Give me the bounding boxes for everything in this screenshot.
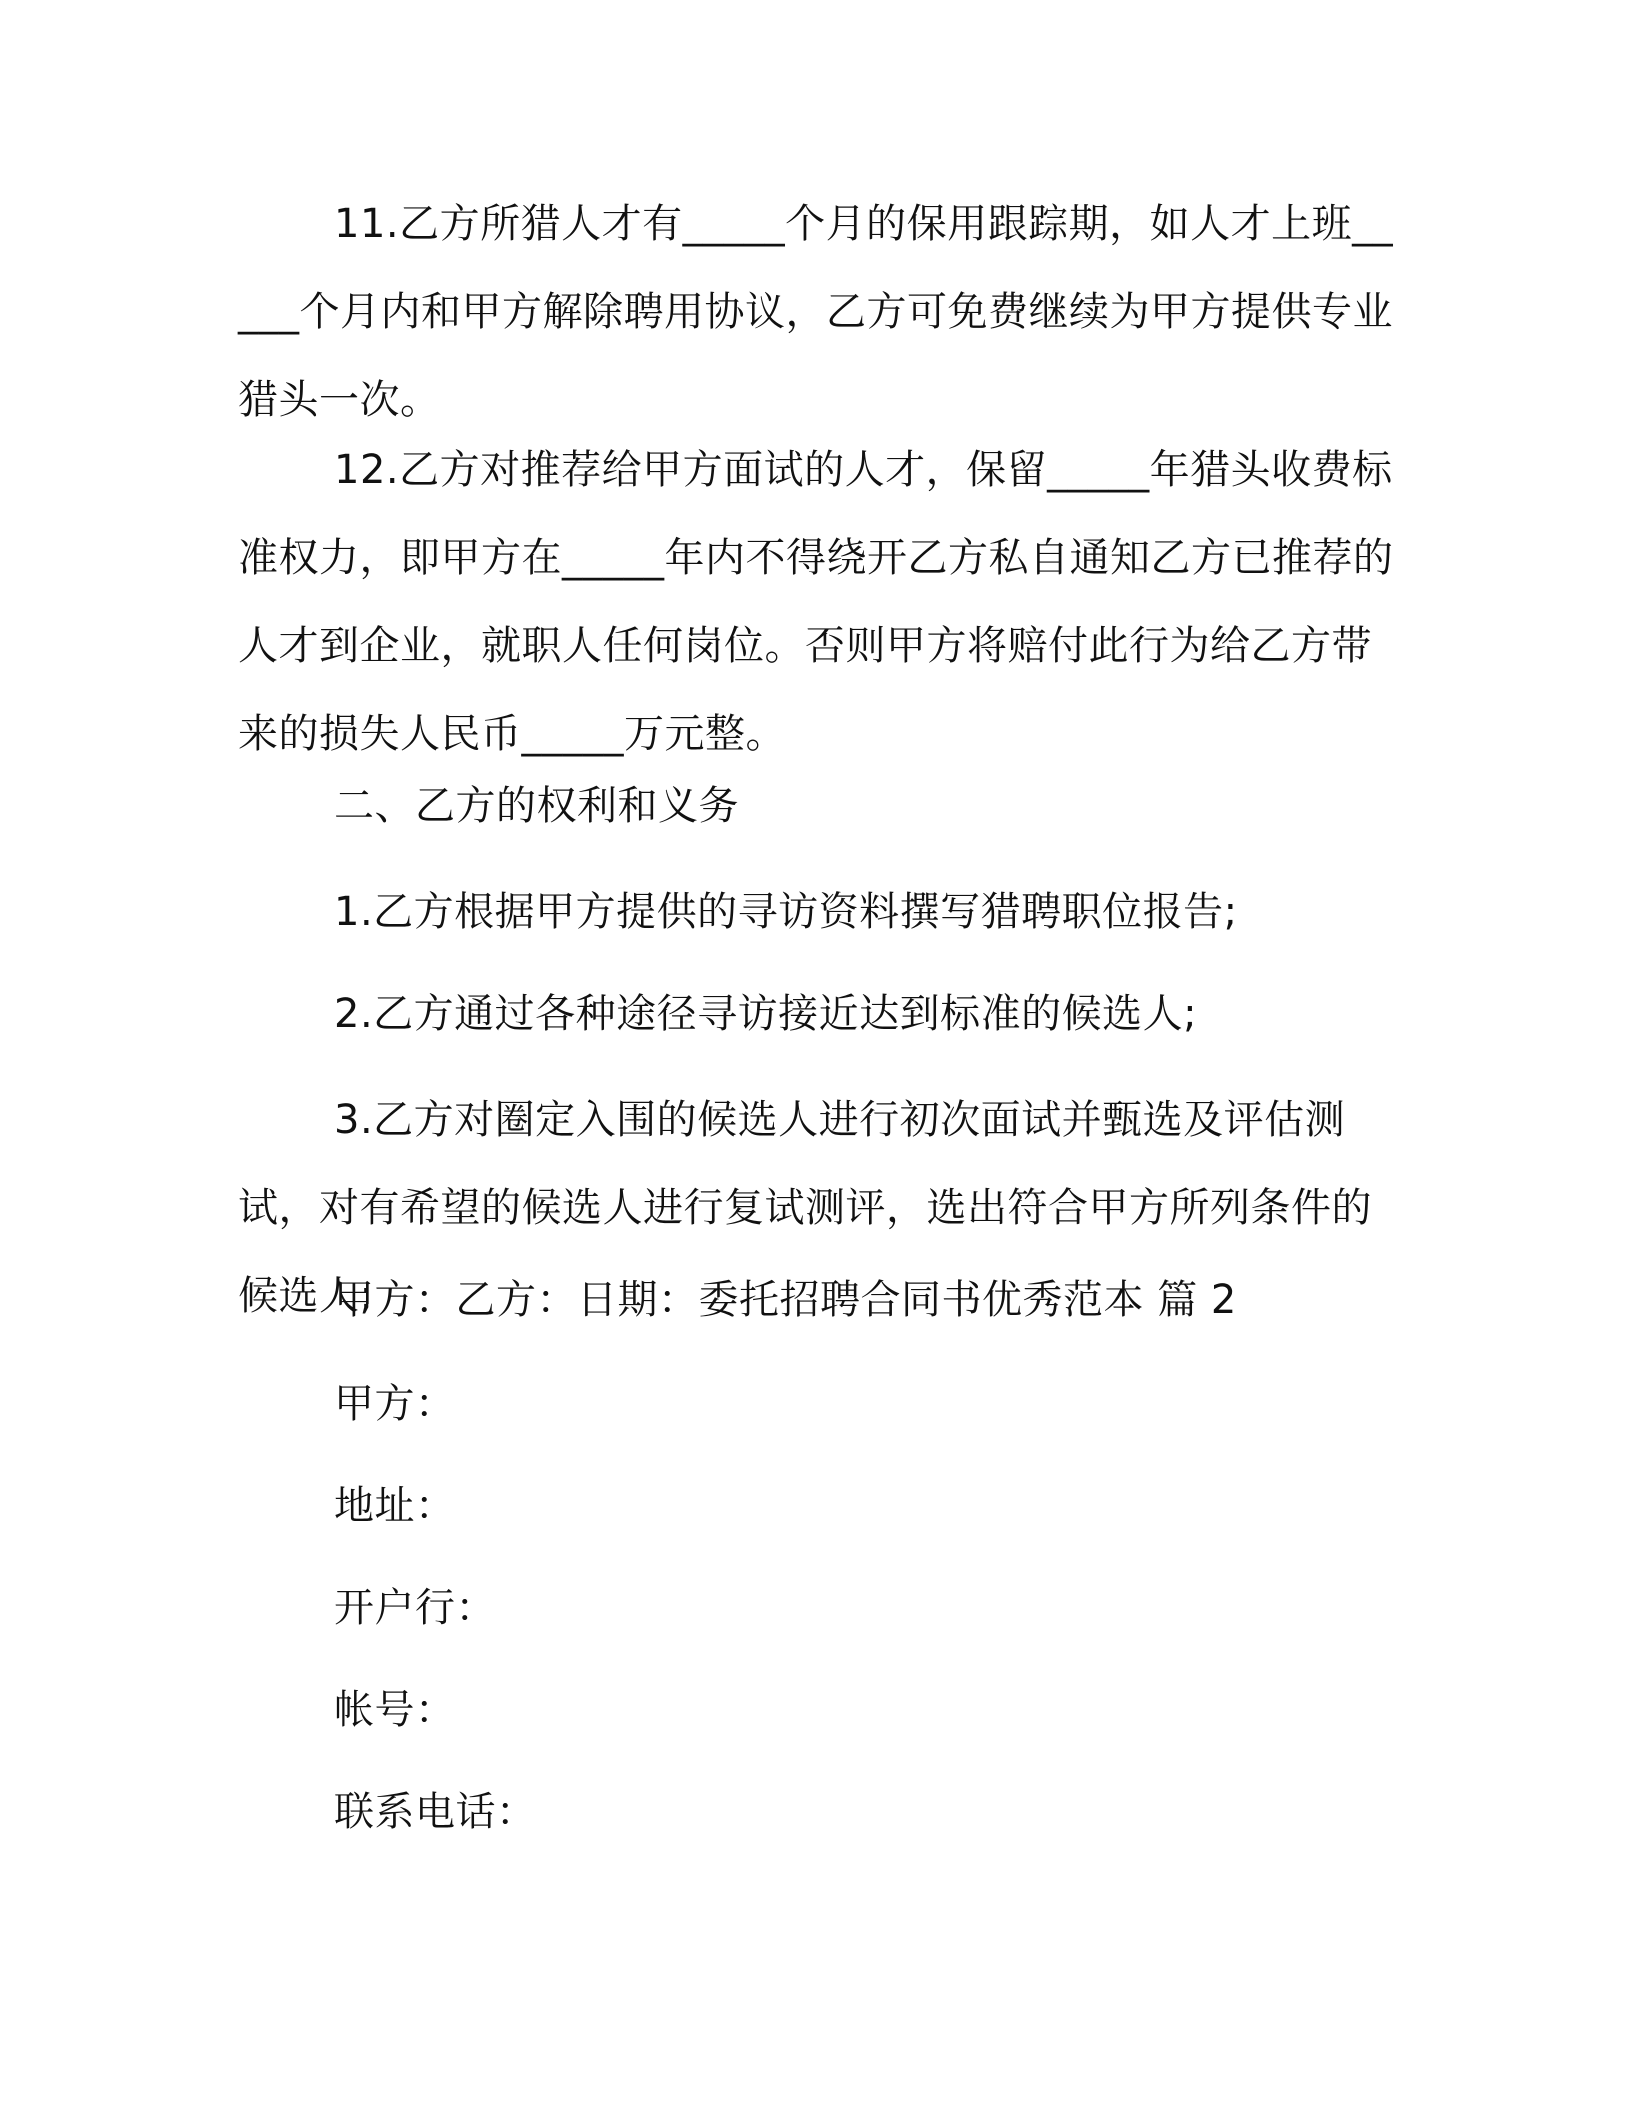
field-account: 帐号： bbox=[334, 1687, 456, 1733]
field-party-a: 甲方： bbox=[334, 1381, 456, 1427]
rights-item-2: 2.乙方通过各种途径寻访接近达到标准的候选人; bbox=[334, 991, 1198, 1037]
field-phone: 联系电话： bbox=[334, 1789, 537, 1835]
section-heading: 二、乙方的权利和义务 bbox=[334, 783, 739, 829]
field-bank: 开户行： bbox=[334, 1585, 496, 1631]
field-address: 地址： bbox=[334, 1483, 456, 1529]
rights-item-1: 1.乙方根据甲方提供的寻访资料撰写猎聘职位报告; bbox=[334, 889, 1238, 935]
signature-line: 甲方：乙方：日期：委托招聘合同书优秀范本 篇 2 bbox=[334, 1277, 1237, 1323]
paragraph-item-11: 11.乙方所猎人才有_____个月的保用跟踪期，如人才上班_____个月内和甲方解除聘用协议，乙方可免费继续为甲方提供专业猎头一次。 bbox=[238, 201, 1394, 423]
paragraph-item-12: 12.乙方对推荐给甲方面试的人才，保留_____年猎头收费标准权力，即甲方在_____年内不得绕开乙方私自通知乙方已推荐的人才到企业，就职人任何岗位。否则甲方将赔付此行为给乙方带来的损失人民币_____万元整。 bbox=[238, 447, 1394, 757]
rights-item-3: 3.乙方对圈定入围的候选人进行初次面试并甄选及评估测试，对有希望的候选人进行复试测评，选出符合甲方所列条件的候选人; bbox=[238, 1097, 1372, 1319]
